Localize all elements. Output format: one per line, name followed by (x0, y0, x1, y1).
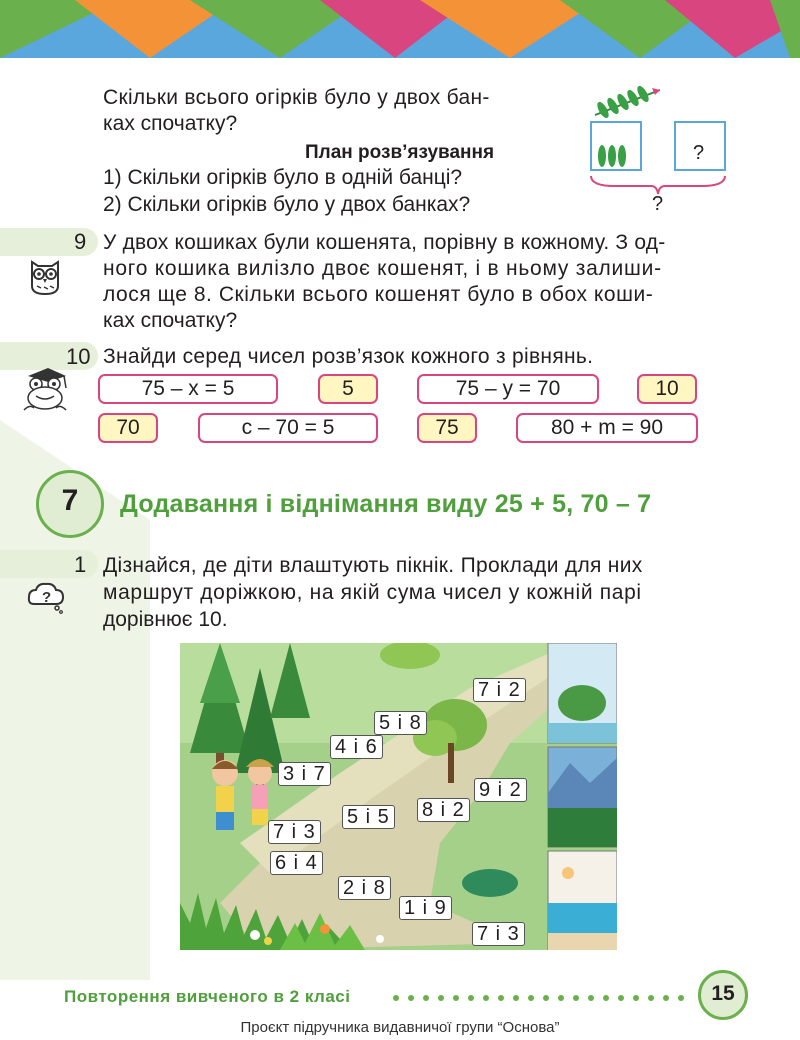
equation-4: 80 + m = 90 (516, 413, 698, 443)
plan-title: План розв’язування (305, 142, 495, 163)
pair-label: 7 і 3 (268, 820, 321, 844)
pair-label: 7 і 2 (473, 678, 526, 702)
equation-2: 75 – y = 70 (417, 374, 599, 404)
footer-credit: Проєкт підручника видавничої групи “Основа” (240, 1019, 560, 1036)
task1-line1: Дізнайся, де діти влаштують пікнік. Проклади для них (103, 554, 643, 577)
pair-label: 5 і 8 (374, 711, 427, 735)
task10-text: Знайди серед чисел розв’язок кожного з рівнянь. (103, 345, 594, 368)
answer-75: 75 (417, 413, 477, 443)
pair-label: 8 і 2 (417, 798, 470, 822)
task10-number: 10 (66, 344, 91, 369)
picnic-scenes (548, 643, 617, 950)
frog-icon (14, 366, 74, 416)
answer-5: 5 (318, 374, 378, 404)
problem-text-line1: Скільки всього огірків було у двох бан- (103, 86, 490, 109)
pair-label: 3 і 7 (278, 762, 331, 786)
plan-step-1: 1) Скільки огірків було в одній банці? (103, 166, 463, 189)
task9-line2: ного кошика вилізло двоє кошенят, і в ньому залиши- (103, 257, 662, 280)
answer-10: 10 (637, 374, 697, 404)
page-number: 15 (711, 982, 735, 1005)
task9-number: 9 (74, 229, 87, 254)
section-title: Додавання і віднімання виду 25 + 5, 70 – 7 (120, 490, 652, 518)
task1-line3: дорівнює 10. (103, 608, 228, 631)
question-cloud-icon (26, 580, 66, 614)
pair-label: 7 і 3 (472, 922, 525, 946)
pair-label: 4 і 6 (330, 735, 383, 759)
footer-dots (392, 992, 692, 1004)
pair-label: 2 і 8 (338, 876, 391, 900)
pair-label: 1 і 9 (399, 896, 452, 920)
task1-number: 1 (74, 552, 87, 577)
diagram-total-question: ? (652, 193, 664, 215)
section-number: 7 (61, 484, 79, 517)
answer-70: 70 (98, 413, 158, 443)
task9-line3: лося ще 8. Скільки всього кошенят було в обох коши- (103, 283, 654, 306)
footer-section-title: Повторення вивченого в 2 класі (64, 987, 351, 1006)
pair-label: 5 і 5 (342, 805, 395, 829)
equation-3: c – 70 = 5 (198, 413, 378, 443)
top-banner (0, 0, 800, 58)
plan-step-2: 2) Скільки огірків було у двох банках? (103, 193, 471, 216)
equation-1: 75 – x = 5 (98, 374, 278, 404)
task9-line1: У двох кошиках були кошенята, порівну в кожному. З од- (103, 231, 666, 254)
svg-text:?: ? (42, 589, 52, 606)
problem-text-line2: ках спочатку? (103, 112, 238, 135)
pair-label: 9 і 2 (474, 778, 527, 802)
diagram-box-question: ? (693, 142, 705, 164)
cucumber-diagram (585, 80, 740, 210)
task9-line4: ках спочатку? (103, 309, 238, 332)
pair-label: 6 і 4 (270, 851, 323, 875)
cucumber-icon (595, 84, 660, 120)
task1-line2: маршрут доріжкою, на якій сума чисел у кожній парі (103, 581, 642, 604)
owl-icon (26, 256, 64, 296)
